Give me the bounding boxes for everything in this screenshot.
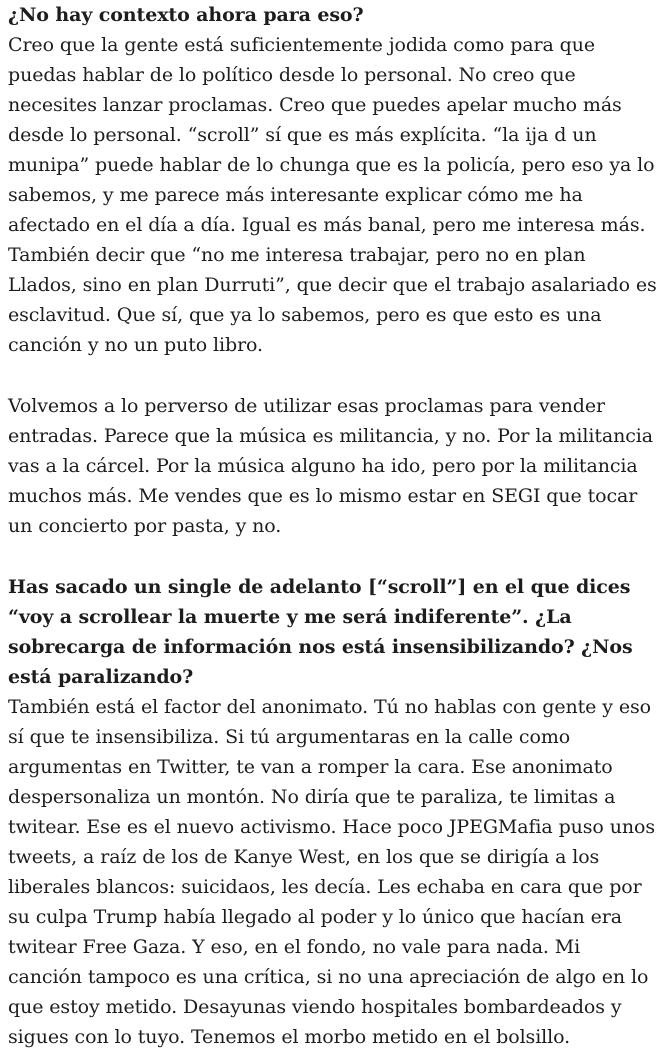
paragraph-spacer	[8, 360, 658, 391]
interview-answer-paragraph: Volvemos a lo perverso de utilizar esas proclamas para vender entradas. Parece que la música es militancia, y no. Por la militancia vas a la cárcel. Por la música alguno ha ido, pero por la militancia muchos más. Me vendes que es lo mismo estar en SEGI que tocar un concierto por pasta, y no.	[8, 395, 653, 537]
paragraph-spacer	[8, 541, 658, 572]
interview-question: Has sacado un single de adelanto [“scroll”] en el que dices “voy a scrollear la muerte y me será indiferente”. ¿La sobrecarga de información nos está insensibilizando? ¿Nos está paralizando?	[8, 576, 633, 688]
interview-answer-paragraph: También está el factor del anonimato. Tú no hablas con gente y eso sí que te insensibiliza. Si tú argumentaras en la calle como argumentas en Twitter, te van a romper la cara. Ese anonimato despersonaliza un montón. No diría que te paraliza, te limitas a twitear. Ese es el nuevo activismo. Hace poco JPEGMafia puso unos tweets, a raíz de los de Kanye West, en los que se dirigía a los liberales blancos: suicidaos, les decía. Les echaba en cara que por su culpa Trump había llegado al poder y lo único que hacían era twitear Free Gaza. Y eso, en el fondo, no vale para nada. Mi canción tampoco es una crítica, si no una apreciación de algo en lo que estoy metido. Desayunas viendo hospitales bombardeados y sigues con lo tuyo. Tenemos el morbo metido en el bolsillo.	[8, 696, 655, 1048]
article-body	[8, 0, 658, 1052]
interview-answer-paragraph: Creo que la gente está suficientemente jodida como para que puedas hablar de lo político desde lo personal. No creo que necesites lanzar proclamas. Creo que puedes apelar mucho más desde lo personal. “scroll” sí que es más explícita. “la ija d un munipa” puede hablar de lo chunga que es la policía, pero eso ya lo sabemos, y me parece más interesante explicar cómo me ha afectado en el día a día. Igual es más banal, pero me interesa más. También decir que “no me interesa trabajar, pero no en plan Llados, sino en plan Durruti”, que decir que el trabajo asalariado es esclavitud. Que sí, que ya lo sabemos, pero es que esto es una canción y no un puto libro.	[8, 34, 657, 356]
interview-question: ¿No hay contexto ahora para eso?	[8, 4, 364, 26]
